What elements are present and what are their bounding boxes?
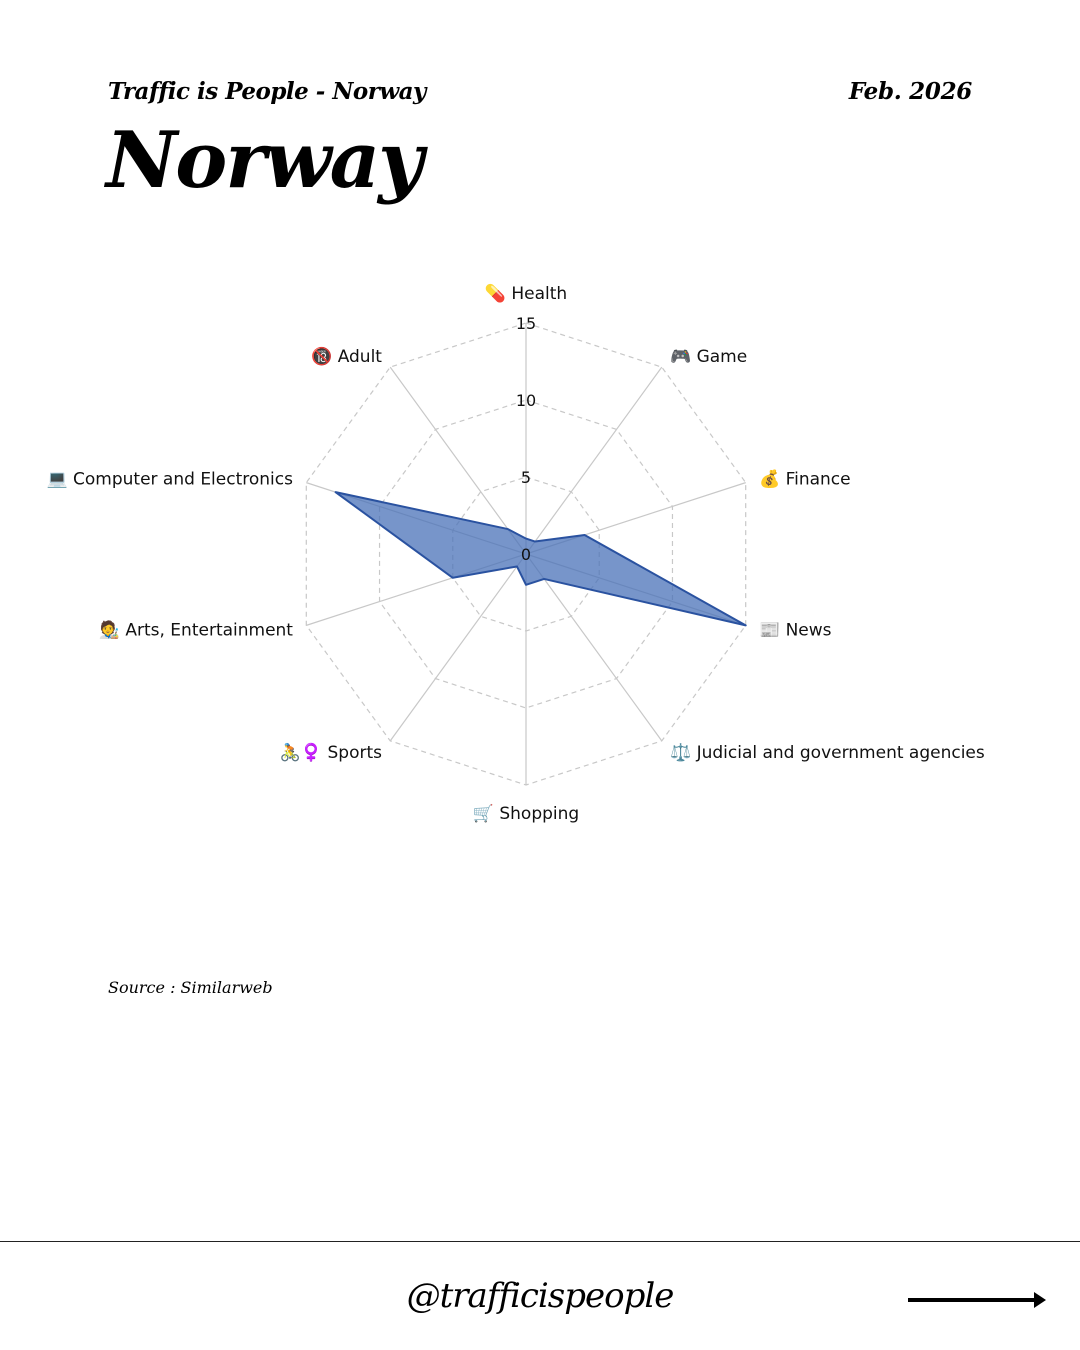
newspaper-icon: 📰 bbox=[759, 620, 786, 641]
date-label: Feb. 2026 bbox=[848, 78, 972, 105]
axis-spoke bbox=[526, 367, 662, 554]
axis-label-adult: 🔞 Adult bbox=[311, 346, 382, 367]
source-note: Source : Similarweb bbox=[108, 978, 273, 997]
axis-label-game: 🎮 Game bbox=[670, 346, 748, 367]
arrow-right-icon[interactable] bbox=[908, 1288, 1048, 1312]
pill-icon: 💊 bbox=[484, 284, 512, 304]
no-under-18-icon: 🔞 bbox=[311, 346, 338, 367]
radial-tick: 5 bbox=[520, 468, 532, 487]
game-controller-icon: 🎮 bbox=[670, 346, 697, 367]
data-series-norway bbox=[336, 492, 746, 625]
radial-tick: 0 bbox=[520, 545, 532, 564]
shopping-cart-icon: 🛒 bbox=[472, 804, 500, 824]
radial-tick: 10 bbox=[515, 391, 537, 410]
axis-label-arts-entertainment: 🧑‍🎨 Arts, Entertainment bbox=[98, 620, 293, 641]
money-bag-icon: 💰 bbox=[759, 469, 786, 490]
laptop-icon: 💻 bbox=[46, 469, 74, 490]
axis-label-health: 💊 Health bbox=[484, 284, 568, 304]
page-title: Norway bbox=[106, 115, 422, 206]
radial-tick: 15 bbox=[515, 314, 537, 333]
cyclist-female-icon: 🚴♀️ bbox=[279, 743, 328, 764]
scales-icon: ⚖️ bbox=[670, 743, 697, 764]
social-handle: @trafficispeople bbox=[406, 1276, 674, 1316]
axis-label-news: 📰 News bbox=[759, 620, 832, 641]
axis-label-judicial-and-government-agencies: ⚖️ Judicial and government agencies bbox=[670, 743, 985, 764]
artist-icon: 🧑‍🎨 bbox=[98, 620, 126, 641]
axis-spoke bbox=[390, 554, 526, 741]
series-title: Traffic is People - Norway bbox=[108, 78, 426, 105]
footer-divider bbox=[0, 1241, 1080, 1242]
axis-label-finance: 💰 Finance bbox=[759, 469, 851, 490]
axis-label-sports: 🚴♀️ Sports bbox=[279, 743, 382, 764]
axis-label-computer-and-electronics: 💻 Computer and Electronics bbox=[46, 469, 293, 490]
axis-label-shopping: 🛒 Shopping bbox=[472, 804, 580, 824]
